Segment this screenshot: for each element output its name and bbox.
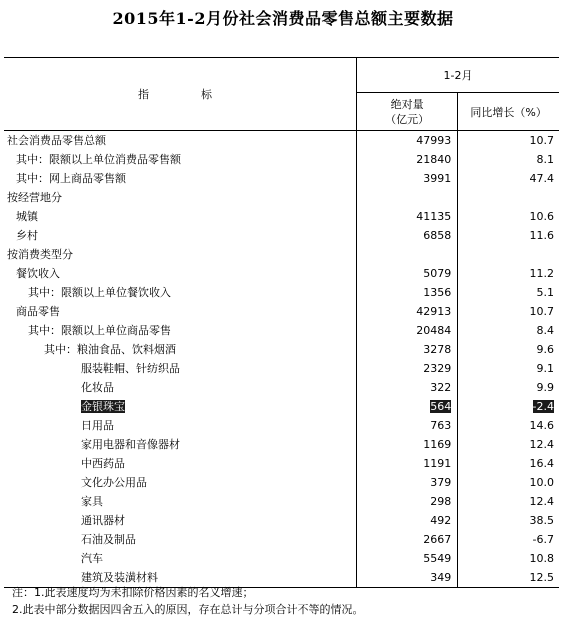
table-notes — [12, 584, 364, 618]
period-header: 1-2月 — [357, 58, 560, 93]
row-label — [4, 283, 357, 302]
row-label-text: 城镇 — [16, 210, 38, 223]
absolute-value-cell — [357, 549, 458, 568]
absolute-value-text: 42913 — [416, 305, 452, 318]
absolute-value-cell — [357, 397, 458, 416]
yoy-growth-cell — [458, 568, 559, 588]
row-label-text: 石油及制品 — [81, 533, 136, 546]
row-label-text: 餐饮收入 — [16, 267, 60, 280]
absolute-value-text: 492 — [430, 514, 452, 527]
row-label-text: 服装鞋帽、针纺织品 — [81, 362, 180, 375]
table-body — [4, 131, 559, 588]
row-label-text: 其中：粮油食品、饮料烟酒 — [44, 343, 176, 356]
absolute-value-text: 5079 — [423, 267, 452, 280]
retail-sales-table — [4, 57, 559, 588]
row-label-text: 日用品 — [81, 419, 114, 432]
absolute-value-text: 3278 — [423, 343, 452, 356]
absolute-value-header — [357, 93, 458, 131]
absolute-value-cell — [357, 340, 458, 359]
yoy-growth-cell — [458, 226, 559, 245]
row-label-text: 其中：限额以上单位消费品零售额 — [16, 153, 181, 166]
indicator-header: 指 标 — [4, 58, 357, 131]
absolute-value-cell — [357, 378, 458, 397]
absolute-value-cell — [357, 530, 458, 549]
absolute-value-cell — [357, 188, 458, 207]
row-label — [4, 378, 357, 397]
table-row — [4, 530, 559, 549]
yoy-growth-cell — [458, 416, 559, 435]
row-label-text: 金银珠宝 — [81, 400, 125, 413]
table-row — [4, 511, 559, 530]
absolute-value-cell — [357, 131, 458, 151]
yoy-growth-cell — [458, 492, 559, 511]
absolute-value-cell — [357, 454, 458, 473]
yoy-growth-cell — [458, 549, 559, 568]
table-row — [4, 150, 559, 169]
absolute-value-text: 2329 — [423, 362, 452, 375]
absolute-value-text: 5549 — [423, 552, 452, 565]
absolute-value-text: 298 — [430, 495, 452, 508]
absolute-value-cell — [357, 492, 458, 511]
table-row — [4, 169, 559, 188]
absolute-value-text: 1356 — [423, 286, 452, 299]
table-row — [4, 283, 559, 302]
yoy-growth-cell — [458, 169, 559, 188]
yoy-growth-text: 10.7 — [529, 305, 554, 318]
absolute-value-cell — [357, 226, 458, 245]
yoy-growth-cell — [458, 435, 559, 454]
table-row — [4, 188, 559, 207]
yoy-growth-text: 12.5 — [529, 571, 554, 584]
row-label-text: 按经营地分 — [7, 191, 62, 204]
yoy-growth-text: 11.2 — [529, 267, 554, 280]
note-line-2: 2.此表中部分数据因四舍五入的原因，存在总计与分项合计不等的情况。 — [12, 603, 364, 616]
row-label — [4, 416, 357, 435]
row-label — [4, 435, 357, 454]
absolute-value-text: 21840 — [416, 153, 452, 166]
yoy-growth-text: 10.7 — [529, 134, 554, 147]
table-row — [4, 549, 559, 568]
yoy-growth-text: 47.4 — [529, 172, 554, 185]
absolute-value-text: 564 — [430, 400, 452, 413]
yoy-growth-cell — [458, 245, 559, 264]
row-label — [4, 397, 357, 416]
row-label-text: 乡村 — [16, 229, 38, 242]
absolute-value-cell — [357, 264, 458, 283]
yoy-growth-text: 38.5 — [529, 514, 554, 527]
row-label — [4, 549, 357, 568]
row-label — [4, 340, 357, 359]
row-label-text: 中西药品 — [81, 457, 125, 470]
row-label-text: 社会消费品零售总额 — [7, 134, 106, 147]
page-title: 2015年1-2月份社会消费品零售总额主要数据 — [112, 9, 454, 28]
absolute-value-header-line2: （亿元） — [385, 112, 430, 126]
row-label — [4, 454, 357, 473]
row-label — [4, 264, 357, 283]
table-row — [4, 264, 559, 283]
absolute-value-text: 763 — [430, 419, 452, 432]
row-label — [4, 511, 357, 530]
table-header-row — [4, 58, 559, 93]
row-label — [4, 131, 357, 151]
yoy-growth-cell — [458, 378, 559, 397]
yoy-growth-cell — [458, 131, 559, 151]
table-row — [4, 245, 559, 264]
table-row — [4, 226, 559, 245]
table-row — [4, 454, 559, 473]
yoy-growth-cell — [458, 283, 559, 302]
yoy-growth-cell — [458, 473, 559, 492]
absolute-value-cell — [357, 283, 458, 302]
table-row — [4, 492, 559, 511]
yoy-growth-cell — [458, 188, 559, 207]
yoy-growth-text: 12.4 — [529, 438, 554, 451]
yoy-growth-text: -2.4 — [532, 400, 554, 413]
yoy-growth-cell — [458, 150, 559, 169]
note-line-1: 注：1.此表速度均为未扣除价格因素的名义增速； — [12, 586, 254, 599]
absolute-value-cell — [357, 207, 458, 226]
absolute-value-header-line1: 绝对量 — [390, 97, 424, 111]
row-label — [4, 359, 357, 378]
yoy-growth-cell — [458, 340, 559, 359]
table-row — [4, 473, 559, 492]
absolute-value-cell — [357, 150, 458, 169]
absolute-value-text: 41135 — [416, 210, 452, 223]
absolute-value-text: 3991 — [423, 172, 452, 185]
yoy-growth-cell — [458, 530, 559, 549]
table-row — [4, 397, 559, 416]
yoy-growth-cell — [458, 264, 559, 283]
row-label-text: 家用电器和音像器材 — [81, 438, 180, 451]
yoy-growth-text: 12.4 — [529, 495, 554, 508]
yoy-growth-cell — [458, 321, 559, 340]
absolute-value-text: 6858 — [423, 229, 452, 242]
absolute-value-cell — [357, 511, 458, 530]
row-label-text: 汽车 — [81, 552, 103, 565]
yoy-growth-text: 9.1 — [536, 362, 554, 375]
absolute-value-text: 2667 — [423, 533, 452, 546]
row-label-text: 家具 — [81, 495, 103, 508]
row-label — [4, 530, 357, 549]
yoy-growth-cell — [458, 397, 559, 416]
row-label — [4, 302, 357, 321]
row-label — [4, 245, 357, 264]
yoy-growth-text: 5.1 — [536, 286, 554, 299]
yoy-growth-cell — [458, 511, 559, 530]
table-row — [4, 416, 559, 435]
table-row — [4, 378, 559, 397]
yoy-growth-text: 9.6 — [536, 343, 554, 356]
table-row — [4, 435, 559, 454]
row-label — [4, 492, 357, 511]
row-label — [4, 207, 357, 226]
yoy-growth-text: 10.8 — [529, 552, 554, 565]
row-label-text: 其中：限额以上单位餐饮收入 — [28, 286, 171, 299]
absolute-value-cell — [357, 359, 458, 378]
table-row — [4, 207, 559, 226]
row-label — [4, 169, 357, 188]
row-label — [4, 226, 357, 245]
absolute-value-cell — [357, 416, 458, 435]
yoy-growth-text: 10.0 — [529, 476, 554, 489]
yoy-growth-text: 16.4 — [529, 457, 554, 470]
absolute-value-cell — [357, 473, 458, 492]
yoy-growth-cell — [458, 359, 559, 378]
yoy-growth-header: 同比增长（%） — [458, 93, 559, 131]
table-row — [4, 321, 559, 340]
yoy-growth-text: 9.9 — [536, 381, 554, 394]
table-row — [4, 340, 559, 359]
yoy-growth-cell — [458, 302, 559, 321]
absolute-value-cell — [357, 245, 458, 264]
absolute-value-cell — [357, 435, 458, 454]
row-label-text: 文化办公用品 — [81, 476, 147, 489]
yoy-growth-text: 11.6 — [529, 229, 554, 242]
row-label-text: 商品零售 — [16, 305, 60, 318]
absolute-value-cell — [357, 568, 458, 588]
table-row — [4, 359, 559, 378]
absolute-value-text: 47993 — [416, 134, 452, 147]
absolute-value-cell — [357, 169, 458, 188]
row-label-text: 其中：限额以上单位商品零售 — [28, 324, 171, 337]
row-label — [4, 188, 357, 207]
absolute-value-cell — [357, 302, 458, 321]
absolute-value-text: 20484 — [416, 324, 452, 337]
table-row — [4, 302, 559, 321]
row-label-text: 化妆品 — [81, 381, 114, 394]
yoy-growth-text: 8.4 — [536, 324, 554, 337]
row-label — [4, 150, 357, 169]
absolute-value-text: 349 — [430, 571, 452, 584]
absolute-value-text: 1191 — [423, 457, 452, 470]
yoy-growth-text: 14.6 — [529, 419, 554, 432]
yoy-growth-text: -6.7 — [532, 533, 554, 546]
absolute-value-text: 379 — [430, 476, 452, 489]
row-label-text: 其中：网上商品零售额 — [16, 172, 126, 185]
table-row — [4, 131, 559, 151]
yoy-growth-cell — [458, 207, 559, 226]
row-label-text: 通讯器材 — [81, 514, 125, 527]
row-label-text: 按消费类型分 — [7, 248, 73, 261]
row-label-text: 建筑及装潢材料 — [81, 571, 158, 584]
yoy-growth-text: 8.1 — [536, 153, 554, 166]
absolute-value-text: 1169 — [423, 438, 452, 451]
yoy-growth-cell — [458, 454, 559, 473]
yoy-growth-text: 10.6 — [529, 210, 554, 223]
absolute-value-text: 322 — [430, 381, 452, 394]
absolute-value-cell — [357, 321, 458, 340]
row-label — [4, 321, 357, 340]
row-label — [4, 473, 357, 492]
